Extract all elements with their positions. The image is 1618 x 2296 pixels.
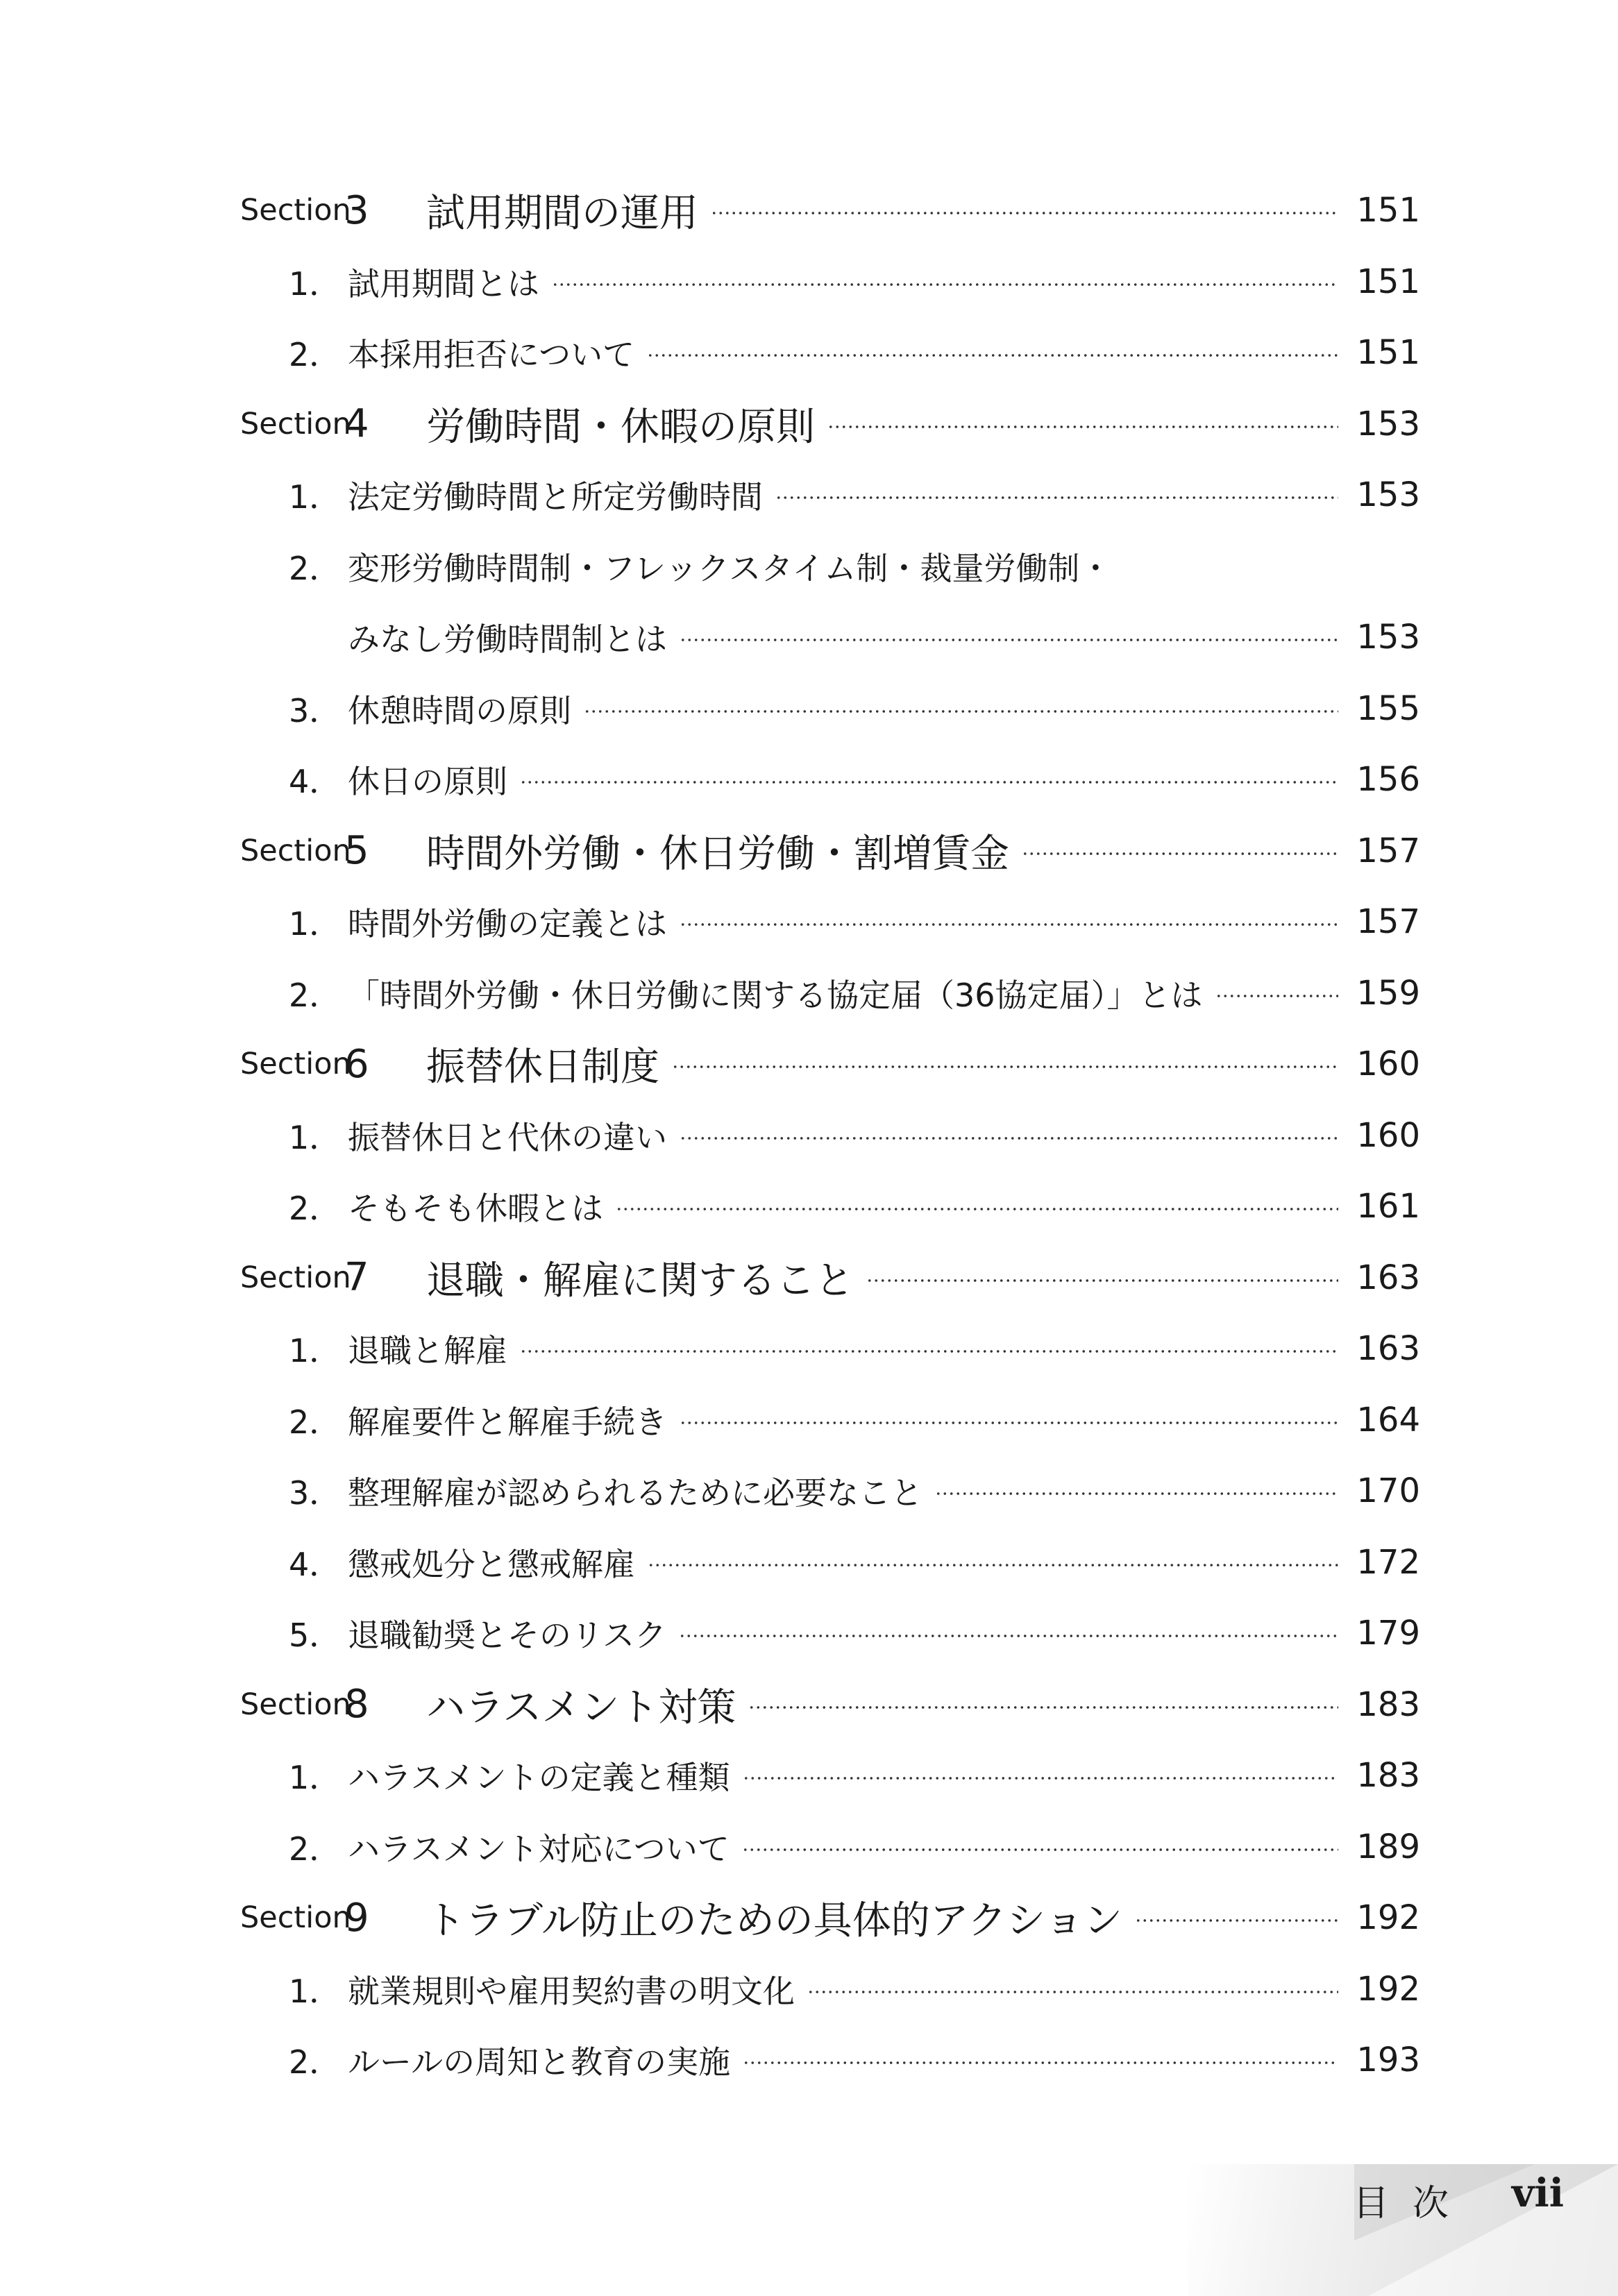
page-number: 151 bbox=[1356, 191, 1420, 230]
toc-item-row bbox=[240, 1385, 1420, 1456]
dot-leader bbox=[748, 1705, 1338, 1710]
page-number: 172 bbox=[1356, 1542, 1420, 1582]
dot-leader bbox=[742, 1848, 1338, 1852]
table-of-contents bbox=[240, 175, 1420, 2096]
item-number: 3． bbox=[289, 691, 342, 729]
dot-leader bbox=[807, 1990, 1338, 1994]
dot-leader bbox=[647, 353, 1338, 357]
item-number: 2． bbox=[289, 1830, 342, 1868]
toc-item-row bbox=[240, 1527, 1420, 1598]
section-number: 3 bbox=[344, 187, 369, 233]
section-label: Section bbox=[240, 1047, 351, 1082]
page-number: 155 bbox=[1356, 689, 1420, 728]
section-number: 7 bbox=[344, 1255, 369, 1301]
item-title: みなし労働時間制とは bbox=[348, 621, 667, 659]
toc-item-row bbox=[240, 1313, 1420, 1385]
section-title: 労働時間・休暇の原則 bbox=[426, 404, 815, 450]
item-title: ハラスメント対応について bbox=[348, 1830, 730, 1868]
page-number: 157 bbox=[1356, 902, 1420, 942]
page-number: 170 bbox=[1356, 1471, 1420, 1511]
dot-leader bbox=[680, 638, 1338, 642]
section-number: 8 bbox=[344, 1682, 369, 1728]
dot-leader bbox=[672, 1065, 1338, 1069]
toc-item-row bbox=[240, 531, 1420, 602]
section-label: Section bbox=[240, 1260, 351, 1295]
section-title: 振替休日制度 bbox=[426, 1045, 659, 1090]
toc-item-row bbox=[240, 1598, 1420, 1669]
section-title: 試用期間の運用 bbox=[426, 191, 698, 237]
item-title: 退職と解雇 bbox=[348, 1332, 507, 1370]
dot-leader bbox=[775, 496, 1338, 500]
dot-leader bbox=[616, 1207, 1338, 1211]
item-title: 試用期間とは bbox=[348, 264, 539, 303]
toc-item-row bbox=[240, 1740, 1420, 1812]
section-title: トラブル防止のための具体的アクション bbox=[426, 1898, 1122, 1944]
item-number: 1． bbox=[289, 1332, 342, 1370]
toc-item-row bbox=[240, 1171, 1420, 1242]
toc-item-row bbox=[240, 317, 1420, 389]
section-number: 6 bbox=[344, 1041, 369, 1087]
dot-leader bbox=[743, 1776, 1338, 1780]
section-label: Section bbox=[240, 1687, 351, 1722]
dot-leader bbox=[1215, 994, 1338, 998]
page-number: 164 bbox=[1356, 1400, 1420, 1440]
item-number: 5． bbox=[289, 1617, 342, 1655]
item-title: ルールの周知と教育の実施 bbox=[348, 2043, 731, 2082]
page-number: 151 bbox=[1356, 262, 1420, 301]
toc-item-row bbox=[240, 2025, 1420, 2096]
section-title: ハラスメント対策 bbox=[426, 1685, 736, 1730]
section-label: Section bbox=[240, 193, 351, 228]
section-label: Section bbox=[240, 1900, 351, 1936]
item-title: 解雇要件と解雇手続き bbox=[348, 1403, 667, 1441]
dot-leader bbox=[1135, 1918, 1338, 1923]
item-number: 3． bbox=[289, 1474, 342, 1512]
section-number: 5 bbox=[344, 828, 369, 874]
toc-section-row bbox=[240, 175, 1420, 246]
toc-item-row bbox=[240, 1455, 1420, 1527]
toc-section-row bbox=[240, 1242, 1420, 1314]
toc-section-row bbox=[240, 1882, 1420, 1954]
section-number: 9 bbox=[344, 1895, 369, 1941]
page-number: 163 bbox=[1356, 1329, 1420, 1369]
dot-leader bbox=[679, 1634, 1338, 1638]
item-title: 懲戒処分と懲戒解雇 bbox=[348, 1545, 635, 1583]
item-number: 2． bbox=[289, 1190, 342, 1228]
dot-leader bbox=[935, 1492, 1338, 1496]
page-number: 151 bbox=[1356, 333, 1420, 373]
toc-item-row bbox=[240, 958, 1420, 1029]
item-number: 4． bbox=[289, 763, 342, 801]
item-title: 休日の原則 bbox=[348, 763, 507, 801]
item-number: 2． bbox=[289, 2043, 342, 2082]
item-title: 退職勧奨とそのリスク bbox=[348, 1617, 667, 1655]
dot-leader bbox=[520, 780, 1338, 784]
dot-leader bbox=[827, 425, 1338, 429]
item-number: 2． bbox=[289, 976, 342, 1014]
item-number: 2． bbox=[289, 336, 342, 374]
page-number: 163 bbox=[1356, 1258, 1420, 1297]
item-title: そもそも休暇とは bbox=[348, 1190, 603, 1228]
item-number: 1． bbox=[289, 1972, 342, 2010]
toc-item-row bbox=[240, 246, 1420, 318]
item-title: ハラスメントの定義と種類 bbox=[348, 1759, 730, 1797]
item-number: 2． bbox=[289, 1403, 342, 1441]
dot-leader bbox=[552, 282, 1338, 287]
toc-section-row bbox=[240, 816, 1420, 887]
item-number: 2． bbox=[289, 549, 342, 587]
dot-leader bbox=[743, 2061, 1338, 2065]
footer-label: 目次 bbox=[1352, 2183, 1472, 2225]
page-number: 161 bbox=[1356, 1187, 1420, 1226]
dot-leader bbox=[520, 1349, 1338, 1353]
page-number: 192 bbox=[1356, 1969, 1420, 2009]
page-number: 156 bbox=[1356, 760, 1420, 800]
toc-item-row bbox=[240, 459, 1420, 531]
item-number: 4． bbox=[289, 1545, 342, 1583]
page-number: 153 bbox=[1356, 404, 1420, 444]
page-number: 157 bbox=[1356, 831, 1420, 870]
toc-item-row bbox=[240, 673, 1420, 745]
section-label: Section bbox=[240, 833, 351, 868]
page-number: 183 bbox=[1356, 1685, 1420, 1724]
item-number: 1． bbox=[289, 478, 342, 516]
item-title: 整理解雇が認められるために必要なこと bbox=[348, 1474, 922, 1512]
item-number: 1． bbox=[289, 905, 342, 943]
item-title: 法定労働時間と所定労働時間 bbox=[348, 478, 763, 516]
dot-leader bbox=[866, 1278, 1338, 1283]
page-number: 159 bbox=[1356, 973, 1420, 1013]
item-title: 時間外労働の定義とは bbox=[348, 905, 667, 943]
page-number: 153 bbox=[1356, 618, 1420, 657]
item-number: 1． bbox=[289, 264, 342, 303]
page-number: 160 bbox=[1356, 1115, 1420, 1155]
section-title: 退職・解雇に関すること bbox=[426, 1258, 854, 1303]
footer-page-number: vii bbox=[1511, 2170, 1564, 2216]
dot-leader bbox=[680, 922, 1338, 927]
dot-leader bbox=[648, 1563, 1338, 1567]
page-number: 192 bbox=[1356, 1898, 1420, 1938]
dot-leader bbox=[680, 1136, 1338, 1140]
section-number: 4 bbox=[344, 401, 369, 447]
item-number: 1． bbox=[289, 1759, 342, 1797]
item-title: 振替休日と代休の違い bbox=[348, 1118, 667, 1156]
toc-item-continuation bbox=[240, 602, 1420, 673]
page-number: 179 bbox=[1356, 1614, 1420, 1653]
dot-leader bbox=[584, 709, 1338, 714]
toc-section-row bbox=[240, 1669, 1420, 1741]
page-number: 193 bbox=[1356, 2041, 1420, 2080]
dot-leader bbox=[680, 1421, 1338, 1425]
toc-item-row bbox=[240, 744, 1420, 816]
toc-item-row bbox=[240, 1812, 1420, 1883]
page-number: 189 bbox=[1356, 1827, 1420, 1866]
section-title: 時間外労働・休日労働・割増賃金 bbox=[426, 831, 1009, 877]
toc-item-row bbox=[240, 886, 1420, 958]
item-number: 1． bbox=[289, 1118, 342, 1156]
item-title: 休憩時間の原則 bbox=[348, 691, 571, 729]
page-number: 153 bbox=[1356, 475, 1420, 515]
item-title: 「時間外労働・休日労働に関する協定届（36協定届）」とは bbox=[348, 976, 1203, 1014]
item-title: 変形労働時間制・フレックスタイム制・裁量労働制・ bbox=[348, 549, 1112, 587]
toc-section-row bbox=[240, 389, 1420, 460]
toc-item-row bbox=[240, 1100, 1420, 1172]
toc-section-row bbox=[240, 1029, 1420, 1100]
section-label: Section bbox=[240, 406, 351, 441]
dot-leader bbox=[711, 211, 1338, 215]
page-number: 160 bbox=[1356, 1045, 1420, 1084]
page-number: 183 bbox=[1356, 1756, 1420, 1796]
dot-leader bbox=[1022, 852, 1338, 856]
toc-item-row bbox=[240, 1954, 1420, 2025]
item-title: 就業規則や雇用契約書の明文化 bbox=[348, 1972, 795, 2010]
item-title: 本採用拒否について bbox=[348, 336, 635, 374]
